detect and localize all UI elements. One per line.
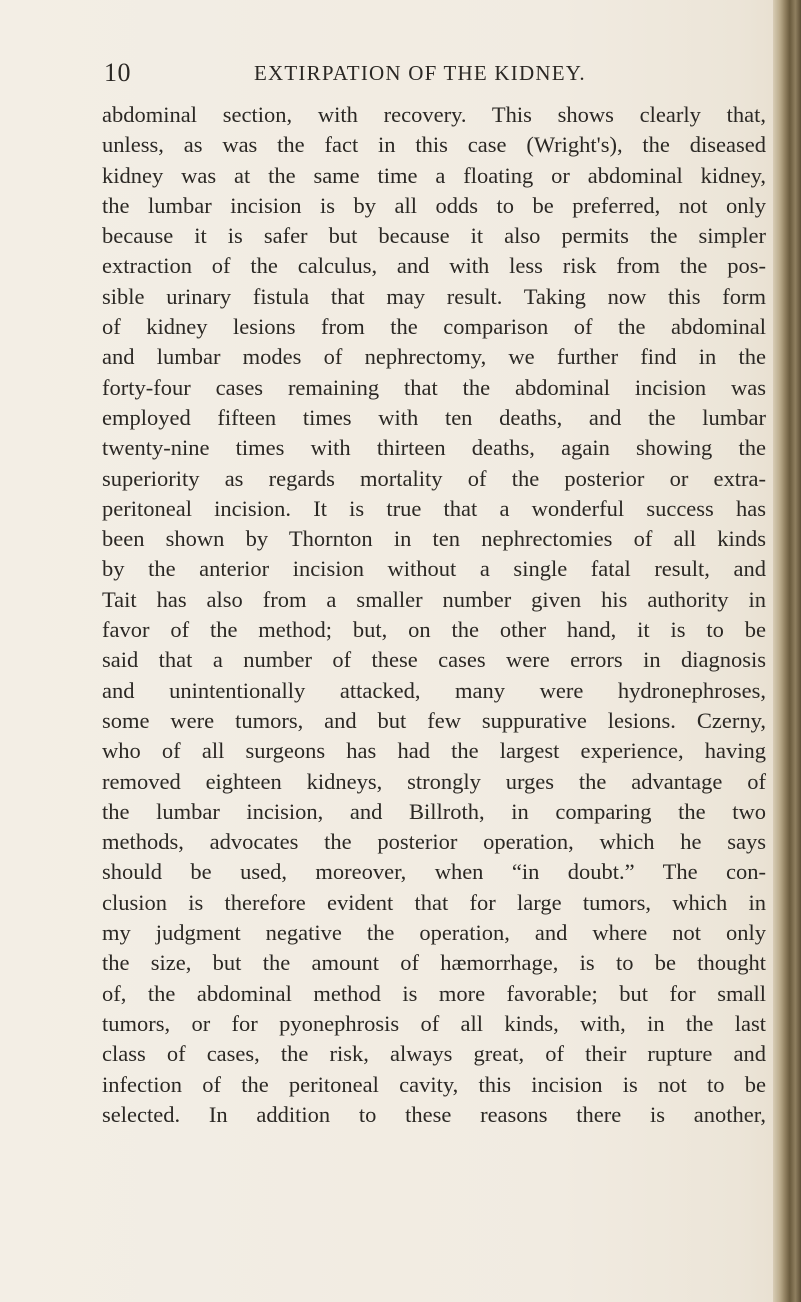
text-line: class of cases, the risk, always great, of their rupture and <box>102 1041 766 1067</box>
page-header <box>0 58 801 98</box>
text-line: removed eighteen kidneys, strongly urges the advantage of <box>102 768 766 794</box>
text-line: selected. In addition to these reasons there is another, <box>102 1101 766 1127</box>
text-line: by the anterior incision without a single fatal result, and <box>102 556 766 582</box>
text-line: of kidney lesions from the comparison of the abdominal <box>102 314 766 340</box>
text-line: abdominal section, with recovery. This shows clearly that, <box>102 102 766 127</box>
page-number: 10 <box>104 58 131 87</box>
text-line: clusion is therefore evident that for large tumors, which in <box>102 889 766 915</box>
text-line: who of all surgeons has had the largest experience, having <box>102 738 766 764</box>
body-paragraph <box>102 100 766 1130</box>
text-line: because it is safer but because it also permits the simpler <box>102 223 766 249</box>
text-line: Tait has also from a smaller number given his authority in <box>102 586 766 612</box>
text-line: the lumbar incision, and Billroth, in comparing the two <box>102 798 766 824</box>
text-line: and unintentionally attacked, many were hydronephroses, <box>102 677 766 703</box>
text-line: of, the abdominal method is more favorable; but for small <box>102 980 766 1006</box>
text-line: forty-four cases remaining that the abdominal incision was <box>102 374 766 400</box>
text-line: said that a number of these cases were errors in diagnosis <box>102 647 766 673</box>
text-line: my judgment negative the operation, and where not only <box>102 920 766 946</box>
text-line: been shown by Thornton in ten nephrectomies of all kinds <box>102 526 766 552</box>
text-line: and lumbar modes of nephrectomy, we further find in the <box>102 344 766 370</box>
text-line: the lumbar incision is by all odds to be preferred, not only <box>102 192 766 218</box>
running-head: EXTIRPATION OF THE KIDNEY. <box>254 61 586 85</box>
text-line: extraction of the calculus, and with less risk from the pos- <box>102 253 766 279</box>
text-line: infection of the peritoneal cavity, this incision is not to be <box>102 1071 766 1097</box>
text-line: favor of the method; but, on the other hand, it is to be <box>102 617 766 643</box>
text-line: sible urinary fistula that may result. Taking now this form <box>102 283 766 309</box>
text-line: kidney was at the same time a floating or abdominal kidney, <box>102 162 766 188</box>
text-line: should be used, moreover, when “in doubt.” The con- <box>102 859 766 885</box>
text-line: employed fifteen times with ten deaths, and the lumbar <box>102 404 766 430</box>
text-line: methods, advocates the posterior operation, which he says <box>102 829 766 855</box>
text-line: tumors, or for pyonephrosis of all kinds, with, in the last <box>102 1010 766 1036</box>
text-line: twenty-nine times with thirteen deaths, again showing the <box>102 435 766 461</box>
text-line: the size, but the amount of hæmorrhage, is to be thought <box>102 950 766 976</box>
text-line: unless, as was the fact in this case (Wright's), the diseased <box>102 132 766 158</box>
page-binding-edge <box>773 0 801 1302</box>
text-line: superiority as regards mortality of the posterior or extra- <box>102 465 766 491</box>
text-line: peritoneal incision. It is true that a wonderful success has <box>102 495 766 521</box>
text-line: some were tumors, and but few suppurative lesions. Czerny, <box>102 707 766 733</box>
